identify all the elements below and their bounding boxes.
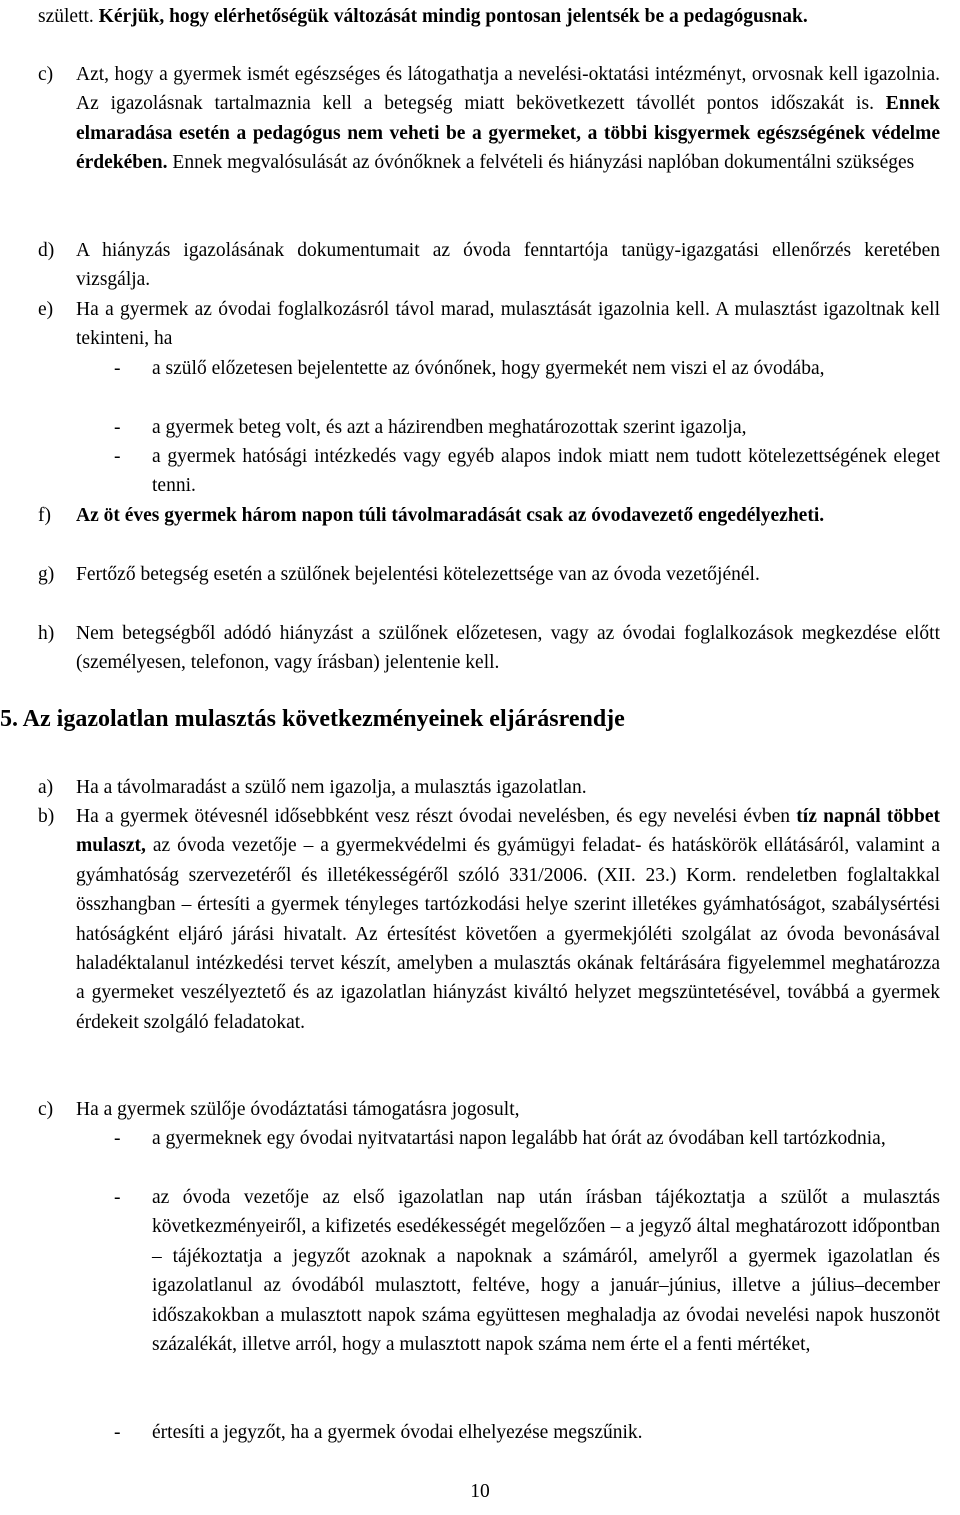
bullet-dash: - [114, 1422, 121, 1443]
section-heading: 5. Az igazolatlan mulasztás következményeinek eljárásrendje [0, 706, 625, 732]
e-bullet-2: a gyermek beteg volt, és azt a házirendben meghatározottak szerint igazolja, [152, 417, 747, 438]
item-c-bottom-text: Ha a gyermek szülője óvodáztatási támogatásra jogosult, [76, 1099, 520, 1120]
e-bullet-3: a gyermek hatósági intézkedés vagy egyéb alapos indok miatt nem tudott kötelezettségének eleget tenni. [152, 446, 940, 497]
bullet-dash: - [114, 1128, 121, 1149]
bullet-dash: - [114, 358, 121, 379]
item-b-text-b: az óvoda vezetője – a gyermekvédelmi és gyámügyi feladat- és hatáskörök ellátásáról, valamint a gyámhatóság szervezetéről és illetékességéről szóló 331/2006. (XII. 23.) Korm. rendeletben foglaltakkal összhangban – értesíti a gyermek tényleges tartózkodási helye szerint illetékes gyámhatóságot, szabálysértési hatóságként eljáró járási hivatalt. Az értesítést követően a gyermekjóléti szolgálat az óvoda bevonásával haladéktalanul intézkedési tervet készít, amelyben a mulasztás okának feltárására figyelemmel meghatározza a gyermeket veszélyeztető és az igazolatlan hiányzást kiváltó helyzet megszüntetésével, továbbá a gyermek érdekeit szolgáló feladatokat. [76, 835, 940, 1033]
bullet-dash: - [114, 446, 121, 467]
item-label-b: b) [38, 806, 55, 827]
page-number: 10 [470, 1481, 490, 1502]
item-label-a: a) [38, 777, 54, 798]
c-bullet-2: az óvoda vezetője az első igazolatlan nap után írásban tájékoztatja a szülőt a mulasztás következményeiről, a kifizetés esedékességét megelőzően – a jegyző által meghatározott időpontban – tájékoztatja a jegyzőt azoknak a napoknak a számáról, amelyről a gyermek igazolatlan és igazolatlanul az óvodából mulasztott, feltéve, hogy a január–június, illetve a július–december időszakokban a mulasztott napok száma együttesen meghaladja az óvodai nevelési napok huszonöt százalékát, illetve arról, hogy a mulasztott napok száma nem érte el a fenti mértéket, [152, 1187, 940, 1356]
bullet-dash: - [114, 417, 121, 438]
item-h-text: Nem betegségből adódó hiányzást a szülőnek előzetesen, vagy az óvodai foglalkozások megkezdése előtt (személyesen, telefonon, vagy írásban) jelentenie kell. [76, 623, 940, 674]
item-label-e: e) [38, 299, 54, 320]
bullet-dash: - [114, 1187, 121, 1208]
item-label-f: f) [38, 505, 51, 526]
item-b-text [76, 802, 940, 1037]
item-label-d: d) [38, 240, 55, 261]
item-c-text-a: Azt, hogy a gyermek ismét egészséges és látogathatja a nevelési-oktatási intézményt, orvosnak kell igazolnia. Az igazolásnak tartalmaznia kell a betegség miatt bekövetkezett távollét pontos időszakát is. [76, 64, 940, 115]
item-label-c-top: c) [38, 64, 54, 85]
item-c-bold: Ennek elmaradása esetén a pedagógus nem veheti be a gyermeket, a többi kisgyermek egészségének védelme érdekében. [76, 93, 940, 174]
item-label-c-bottom: c) [38, 1099, 54, 1120]
item-e-text: Ha a gyermek az óvodai foglalkozásról távol marad, mulasztását igazolnia kell. A mulasztást igazoltnak kell tekinteni, ha [76, 299, 940, 350]
intro-bold-text: Kérjük, hogy elérhetőségük változását mindig pontosan jelentsék be a pedagógusnak. [98, 6, 808, 27]
item-a-text: Ha a távolmaradást a szülő nem igazolja, a mulasztás igazolatlan. [76, 777, 587, 798]
item-b-text-a: Ha a gyermek ötévesnél idősebbként vesz részt óvodai nevelésben, és egy nevelési évben [76, 806, 797, 827]
item-g-text: Fertőző betegség esetén a szülőnek bejelentési kötelezettsége van az óvoda vezetőjénél. [76, 564, 760, 585]
item-c-top-text [76, 60, 940, 178]
e-bullet-1: a szülő előzetesen bejelentette az óvónőnek, hogy gyermekét nem viszi el az óvodába, [152, 358, 825, 379]
intro-prefix: születt. [38, 6, 99, 27]
item-label-g: g) [38, 564, 55, 585]
item-f-bold: Az öt éves gyermek három napon túli távolmaradását csak az óvodavezető engedélyezheti. [76, 505, 825, 526]
item-d-text: A hiányzás igazolásának dokumentumait az óvoda fenntartója tanügy-igazgatási ellenőrzés keretében vizsgálja. [76, 240, 940, 291]
item-c-text-b: Ennek megvalósulását az óvónőknek a felvételi és hiányzási naplóban dokumentálni szükséges [167, 152, 915, 174]
c-bullet-3: értesíti a jegyzőt, ha a gyermek óvodai elhelyezése megszűnik. [152, 1422, 643, 1443]
item-label-h: h) [38, 623, 55, 644]
c-bullet-1: a gyermeknek egy óvodai nyitvatartási napon legalább hat órát az óvodában kell tartózkodnia, [152, 1128, 886, 1149]
item-b-bold: tíz napnál többet mulaszt, [76, 806, 941, 857]
intro-paragraph [38, 2, 940, 31]
item-f-text [76, 501, 940, 530]
